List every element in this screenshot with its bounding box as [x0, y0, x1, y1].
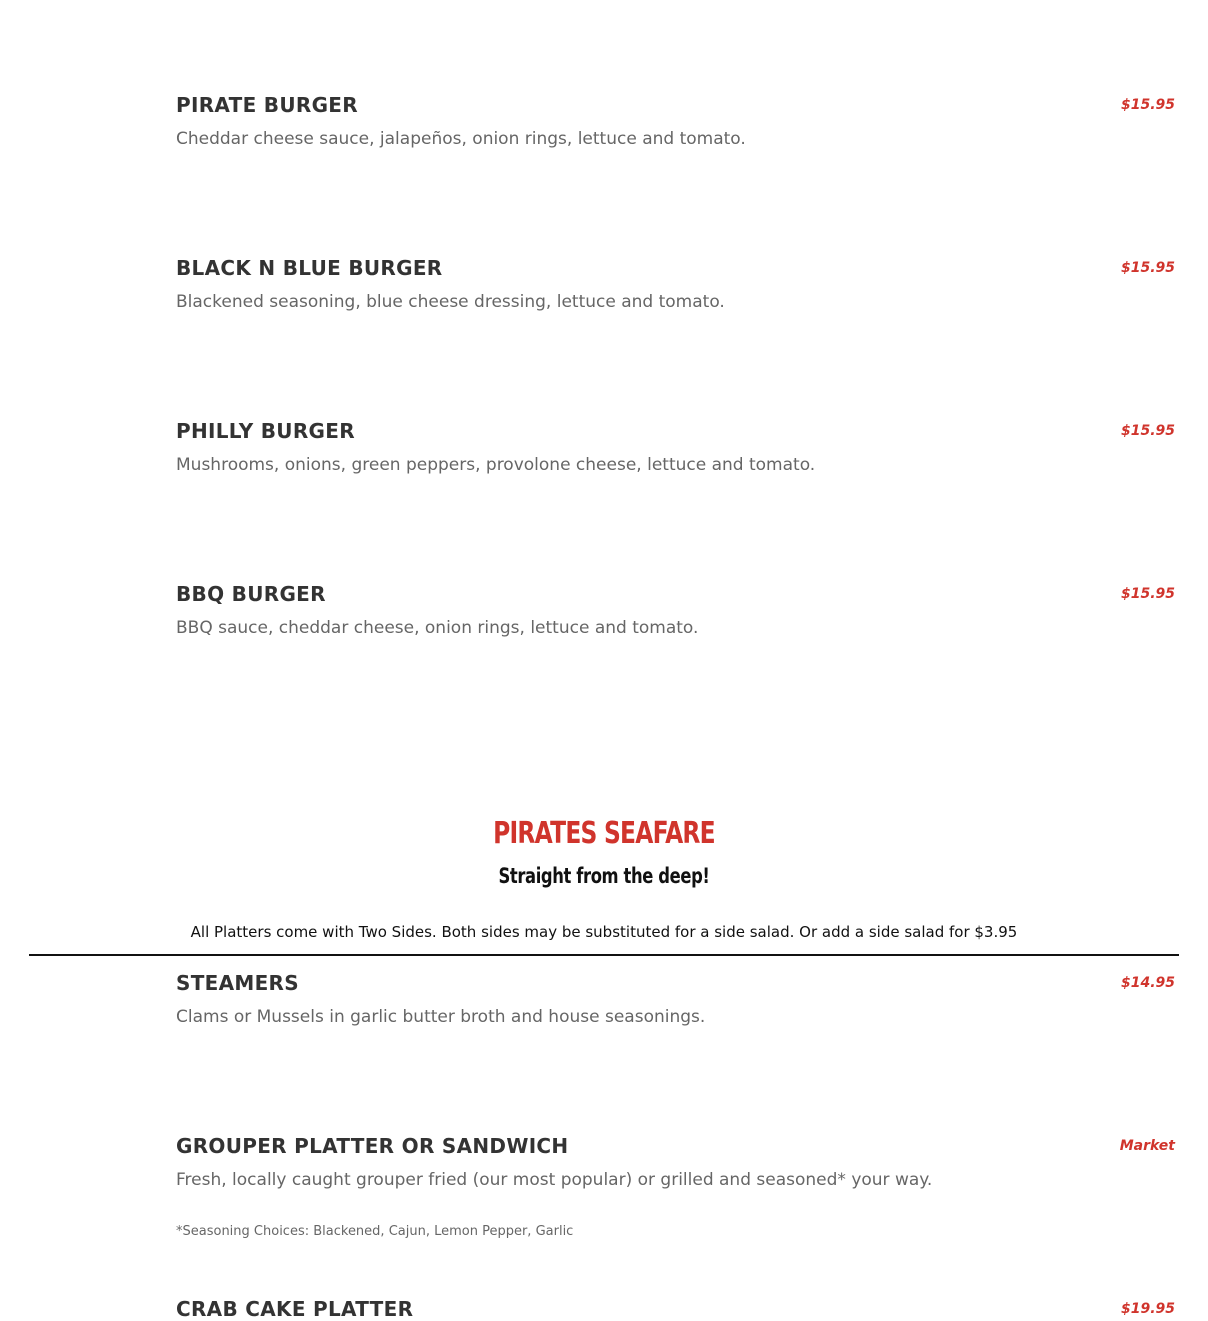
item-name: CRAB CAKE PLATTER	[176, 1297, 414, 1321]
item-price: $19.95	[1120, 1301, 1175, 1317]
section-divider	[29, 954, 1179, 956]
section-note: All Platters come with Two Sides. Both sides may be substituted for a side salad. Or add a side salad for $3.95	[190, 923, 1018, 941]
item-name: STEAMERS	[176, 971, 299, 995]
item-name: BLACK N BLUE BURGER	[176, 256, 443, 280]
item-name: PIRATE BURGER	[176, 93, 358, 117]
item-description: Fresh, locally caught grouper fried (our most popular) or grilled and seasoned* your way.	[176, 1170, 933, 1190]
item-name: PHILLY BURGER	[176, 419, 355, 443]
item-description: Mushrooms, onions, green peppers, provolone cheese, lettuce and tomato.	[176, 455, 816, 475]
item-price: $15.95	[1120, 423, 1175, 439]
item-price: $14.95	[1120, 975, 1175, 991]
section-subtitle: Straight from the deep!	[498, 864, 710, 888]
item-name: GROUPER PLATTER OR SANDWICH	[176, 1134, 569, 1158]
item-name: BBQ BURGER	[176, 582, 326, 606]
item-price: $15.95	[1120, 97, 1175, 113]
section-title: PIRATES SEAFARE	[493, 816, 715, 851]
item-description: Clams or Mussels in garlic butter broth and house seasonings.	[176, 1007, 706, 1027]
item-price: $15.95	[1120, 260, 1175, 276]
item-price: $15.95	[1120, 586, 1175, 602]
item-description: Blackened seasoning, blue cheese dressing, lettuce and tomato.	[176, 292, 725, 312]
item-price: Market	[1119, 1138, 1175, 1154]
item-description: Cheddar cheese sauce, jalapeños, onion rings, lettuce and tomato.	[176, 129, 746, 149]
item-description: BBQ sauce, cheddar cheese, onion rings, lettuce and tomato.	[176, 618, 699, 638]
item-note: *Seasoning Choices: Blackened, Cajun, Lemon Pepper, Garlic	[176, 1224, 574, 1239]
